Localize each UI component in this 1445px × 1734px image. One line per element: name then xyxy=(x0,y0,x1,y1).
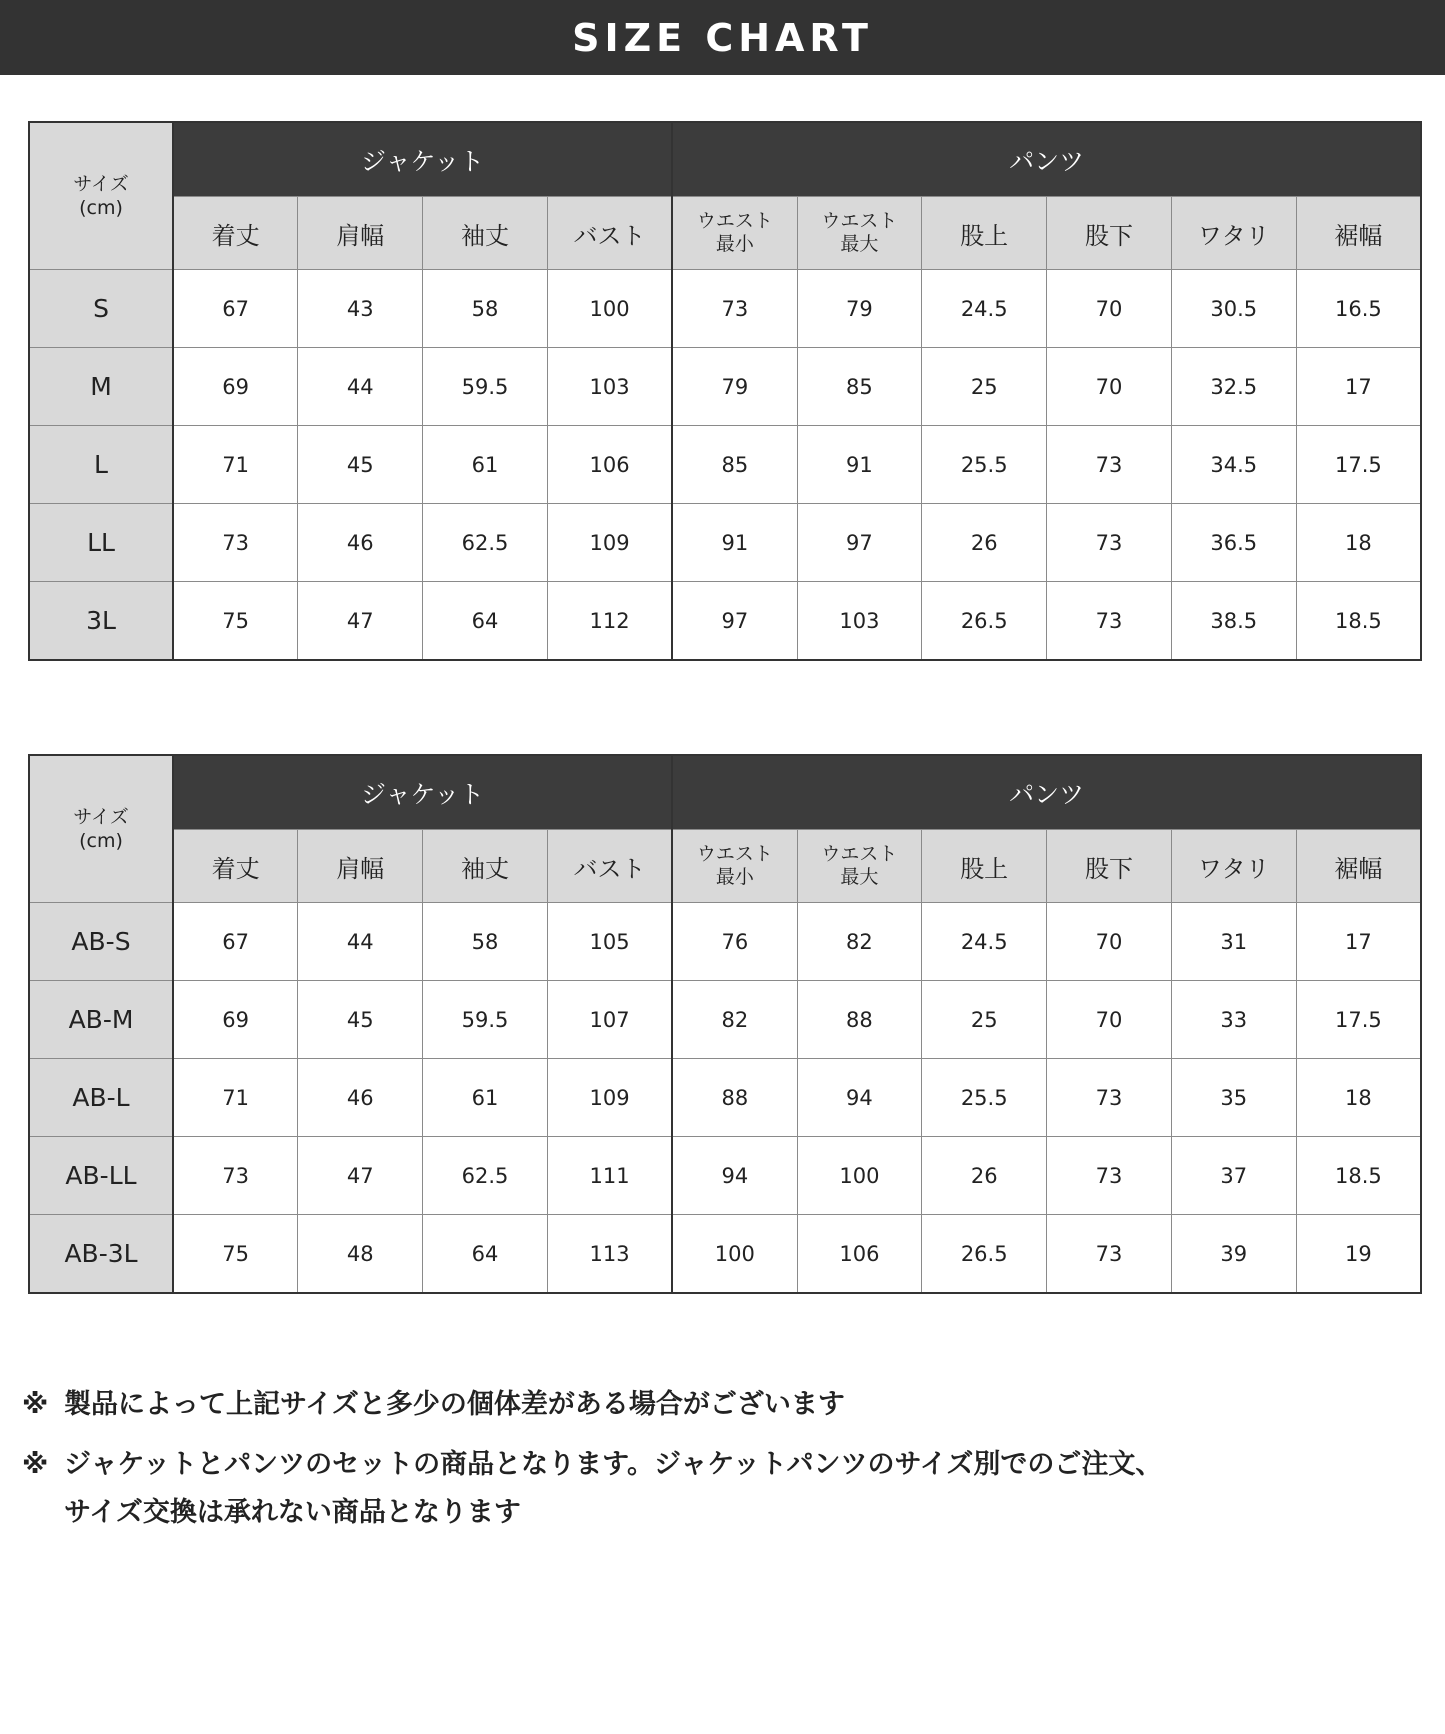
table-row xyxy=(29,1059,1421,1137)
measurement-cell: 47 xyxy=(298,1137,423,1215)
measurement-cell: 100 xyxy=(797,1137,922,1215)
measurement-cell: 37 xyxy=(1171,1137,1296,1215)
column-header xyxy=(1296,197,1421,270)
measurement-cell: 18.5 xyxy=(1296,582,1421,661)
measurement-cell: 82 xyxy=(797,903,922,981)
group-header-jacket: ジャケット xyxy=(173,755,672,830)
measurement-cell: 35 xyxy=(1171,1059,1296,1137)
measurement-cell: 70 xyxy=(1047,981,1172,1059)
measurement-cell: 58 xyxy=(423,270,548,348)
column-header xyxy=(298,197,423,270)
column-header xyxy=(922,830,1047,903)
title-banner xyxy=(0,0,1445,75)
measurement-cell: 97 xyxy=(672,582,797,661)
table-row xyxy=(29,981,1421,1059)
measurement-cell: 67 xyxy=(173,270,298,348)
column-header-text: バスト xyxy=(573,221,646,250)
column-header-text: 着丈 xyxy=(211,854,260,883)
measurement-cell: 24.5 xyxy=(922,903,1047,981)
column-header-text: 最小 xyxy=(715,866,754,888)
measurement-cell: 25 xyxy=(922,348,1047,426)
measurement-cell: 105 xyxy=(547,903,672,981)
measurement-cell: 85 xyxy=(672,426,797,504)
note-1-text: 製品によって上記サイズと多少の個体差がある場合がございます xyxy=(64,1389,845,1420)
note-mark: ※ xyxy=(22,1449,49,1480)
measurement-cell: 71 xyxy=(173,426,298,504)
size-unit-header xyxy=(29,122,173,270)
measurement-cell: 103 xyxy=(547,348,672,426)
measurement-cell: 73 xyxy=(1047,504,1172,582)
measurement-cell: 25.5 xyxy=(922,426,1047,504)
measurement-cell: 111 xyxy=(547,1137,672,1215)
column-header-text: バスト xyxy=(573,854,646,883)
measurement-cell: 88 xyxy=(797,981,922,1059)
measurement-cell: 79 xyxy=(797,270,922,348)
note-1 xyxy=(22,1382,845,1421)
size-label: AB-LL xyxy=(29,1137,173,1215)
column-header-text: 着丈 xyxy=(211,221,260,250)
group-header-pants: パンツ xyxy=(672,755,1421,830)
measurement-cell: 62.5 xyxy=(423,504,548,582)
column-header xyxy=(1047,830,1172,903)
column-header-text: 袖丈 xyxy=(460,854,509,883)
measurement-cell: 64 xyxy=(423,1215,548,1294)
measurement-cell: 17.5 xyxy=(1296,426,1421,504)
measurement-cell: 75 xyxy=(173,1215,298,1294)
size-label: AB-3L xyxy=(29,1215,173,1294)
measurement-cell: 109 xyxy=(547,1059,672,1137)
measurement-cell: 94 xyxy=(672,1137,797,1215)
column-header-text: 股下 xyxy=(1084,854,1133,883)
measurement-cell: 73 xyxy=(1047,1215,1172,1294)
measurement-cell: 26 xyxy=(922,1137,1047,1215)
measurement-cell: 100 xyxy=(672,1215,797,1294)
measurement-cell: 25.5 xyxy=(922,1059,1047,1137)
column-header-text: ウエスト xyxy=(821,210,898,232)
measurement-cell: 30.5 xyxy=(1171,270,1296,348)
measurement-cell: 73 xyxy=(672,270,797,348)
measurement-cell: 16.5 xyxy=(1296,270,1421,348)
measurement-cell: 112 xyxy=(547,582,672,661)
measurement-cell: 36.5 xyxy=(1171,504,1296,582)
measurement-cell: 73 xyxy=(1047,1137,1172,1215)
table-row xyxy=(29,1137,1421,1215)
column-header-text: 肩幅 xyxy=(336,854,385,883)
column-header xyxy=(1171,830,1296,903)
measurement-cell: 64 xyxy=(423,582,548,661)
measurement-cell: 69 xyxy=(173,348,298,426)
size-label: AB-S xyxy=(29,903,173,981)
column-header xyxy=(547,197,672,270)
measurement-cell: 19 xyxy=(1296,1215,1421,1294)
column-header-text: 股下 xyxy=(1084,221,1133,250)
table-row xyxy=(29,426,1421,504)
measurement-cell: 73 xyxy=(1047,582,1172,661)
measurement-cell: 45 xyxy=(298,981,423,1059)
measurement-cell: 73 xyxy=(173,1137,298,1215)
measurement-cell: 103 xyxy=(797,582,922,661)
measurement-cell: 70 xyxy=(1047,270,1172,348)
measurement-cell: 31 xyxy=(1171,903,1296,981)
column-header-text: ワタリ xyxy=(1197,221,1270,250)
measurement-cell: 70 xyxy=(1047,903,1172,981)
measurement-cell: 18.5 xyxy=(1296,1137,1421,1215)
measurement-cell: 62.5 xyxy=(423,1137,548,1215)
column-header xyxy=(423,197,548,270)
table-row xyxy=(29,582,1421,661)
column-header-text: 肩幅 xyxy=(336,221,385,250)
measurement-cell: 17 xyxy=(1296,903,1421,981)
column-header xyxy=(423,830,548,903)
column-header-text: 股上 xyxy=(960,221,1009,250)
note-2-text: ジャケットとパンツのセットの商品となります。ジャケットパンツのサイズ別でのご注文、 xyxy=(64,1449,1163,1480)
measurement-cell: 24.5 xyxy=(922,270,1047,348)
column-header xyxy=(922,197,1047,270)
column-header xyxy=(1047,197,1172,270)
measurement-cell: 45 xyxy=(298,426,423,504)
measurement-cell: 43 xyxy=(298,270,423,348)
column-header-row xyxy=(29,197,1421,270)
measurement-cell: 46 xyxy=(298,1059,423,1137)
column-header xyxy=(797,830,922,903)
measurement-cell: 73 xyxy=(1047,1059,1172,1137)
group-header-jacket: ジャケット xyxy=(173,122,672,197)
measurement-cell: 88 xyxy=(672,1059,797,1137)
column-header xyxy=(298,830,423,903)
table-row xyxy=(29,270,1421,348)
note-3-text: サイズ交換は承れない商品となります xyxy=(64,1497,521,1528)
measurement-cell: 59.5 xyxy=(423,348,548,426)
size-label: M xyxy=(29,348,173,426)
column-header-text: 袖丈 xyxy=(460,221,509,250)
measurement-cell: 69 xyxy=(173,981,298,1059)
size-label: AB-L xyxy=(29,1059,173,1137)
group-header-pants: パンツ xyxy=(672,122,1421,197)
measurement-cell: 73 xyxy=(1047,426,1172,504)
size-label: L xyxy=(29,426,173,504)
table-row xyxy=(29,1215,1421,1294)
measurement-cell: 59.5 xyxy=(423,981,548,1059)
measurement-cell: 113 xyxy=(547,1215,672,1294)
measurement-cell: 109 xyxy=(547,504,672,582)
measurement-cell: 18 xyxy=(1296,1059,1421,1137)
column-header xyxy=(173,830,298,903)
corner-text: サイズ xyxy=(73,173,129,195)
size-chart-table-regular xyxy=(28,121,1422,661)
measurement-cell: 91 xyxy=(797,426,922,504)
note-2 xyxy=(22,1442,1162,1481)
column-header-text: ウエスト xyxy=(821,843,898,865)
column-header-text: 裾幅 xyxy=(1334,854,1383,883)
measurement-cell: 26.5 xyxy=(922,582,1047,661)
measurement-cell: 61 xyxy=(423,1059,548,1137)
measurement-cell: 17.5 xyxy=(1296,981,1421,1059)
column-header-text: 最小 xyxy=(715,233,754,255)
size-label: LL xyxy=(29,504,173,582)
column-header xyxy=(672,197,797,270)
measurement-cell: 46 xyxy=(298,504,423,582)
measurement-cell: 58 xyxy=(423,903,548,981)
column-header xyxy=(797,197,922,270)
column-header xyxy=(547,830,672,903)
measurement-cell: 107 xyxy=(547,981,672,1059)
measurement-cell: 17 xyxy=(1296,348,1421,426)
group-header-row xyxy=(29,755,1421,830)
measurement-cell: 44 xyxy=(298,903,423,981)
size-label: 3L xyxy=(29,582,173,661)
column-header xyxy=(672,830,797,903)
column-header-text: 最大 xyxy=(840,866,879,888)
measurement-cell: 82 xyxy=(672,981,797,1059)
measurement-cell: 25 xyxy=(922,981,1047,1059)
measurement-cell: 70 xyxy=(1047,348,1172,426)
measurement-cell: 47 xyxy=(298,582,423,661)
column-header-text: 股上 xyxy=(960,854,1009,883)
measurement-cell: 106 xyxy=(797,1215,922,1294)
measurement-cell: 97 xyxy=(797,504,922,582)
corner-text: (cm) xyxy=(79,197,123,219)
column-header-text: ワタリ xyxy=(1197,854,1270,883)
measurement-cell: 75 xyxy=(173,582,298,661)
measurement-cell: 18 xyxy=(1296,504,1421,582)
column-header-text: 最大 xyxy=(840,233,879,255)
size-chart-table-ab xyxy=(28,754,1422,1294)
measurement-cell: 39 xyxy=(1171,1215,1296,1294)
group-header-row xyxy=(29,122,1421,197)
measurement-cell: 73 xyxy=(173,504,298,582)
measurement-cell: 106 xyxy=(547,426,672,504)
measurement-cell: 38.5 xyxy=(1171,582,1296,661)
measurement-cell: 33 xyxy=(1171,981,1296,1059)
size-label: S xyxy=(29,270,173,348)
page-title: SIZE CHART xyxy=(572,15,873,60)
measurement-cell: 85 xyxy=(797,348,922,426)
measurement-cell: 71 xyxy=(173,1059,298,1137)
column-header xyxy=(173,197,298,270)
column-header-text: 裾幅 xyxy=(1334,221,1383,250)
measurement-cell: 32.5 xyxy=(1171,348,1296,426)
column-header xyxy=(1296,830,1421,903)
column-header xyxy=(1171,197,1296,270)
measurement-cell: 91 xyxy=(672,504,797,582)
measurement-cell: 34.5 xyxy=(1171,426,1296,504)
corner-text: サイズ xyxy=(73,806,129,828)
size-unit-header xyxy=(29,755,173,903)
measurement-cell: 61 xyxy=(423,426,548,504)
measurement-cell: 79 xyxy=(672,348,797,426)
size-label: AB-M xyxy=(29,981,173,1059)
measurement-cell: 44 xyxy=(298,348,423,426)
column-header-text: ウエスト xyxy=(696,210,773,232)
measurement-cell: 67 xyxy=(173,903,298,981)
measurement-cell: 76 xyxy=(672,903,797,981)
measurement-cell: 100 xyxy=(547,270,672,348)
table-row xyxy=(29,348,1421,426)
measurement-cell: 48 xyxy=(298,1215,423,1294)
table-row xyxy=(29,903,1421,981)
table-row xyxy=(29,504,1421,582)
column-header-row xyxy=(29,830,1421,903)
note-2-continued xyxy=(22,1490,521,1529)
column-header-text: ウエスト xyxy=(696,843,773,865)
note-mark: ※ xyxy=(22,1389,49,1420)
measurement-cell: 26 xyxy=(922,504,1047,582)
measurement-cell: 26.5 xyxy=(922,1215,1047,1294)
corner-text: (cm) xyxy=(79,830,123,852)
measurement-cell: 94 xyxy=(797,1059,922,1137)
